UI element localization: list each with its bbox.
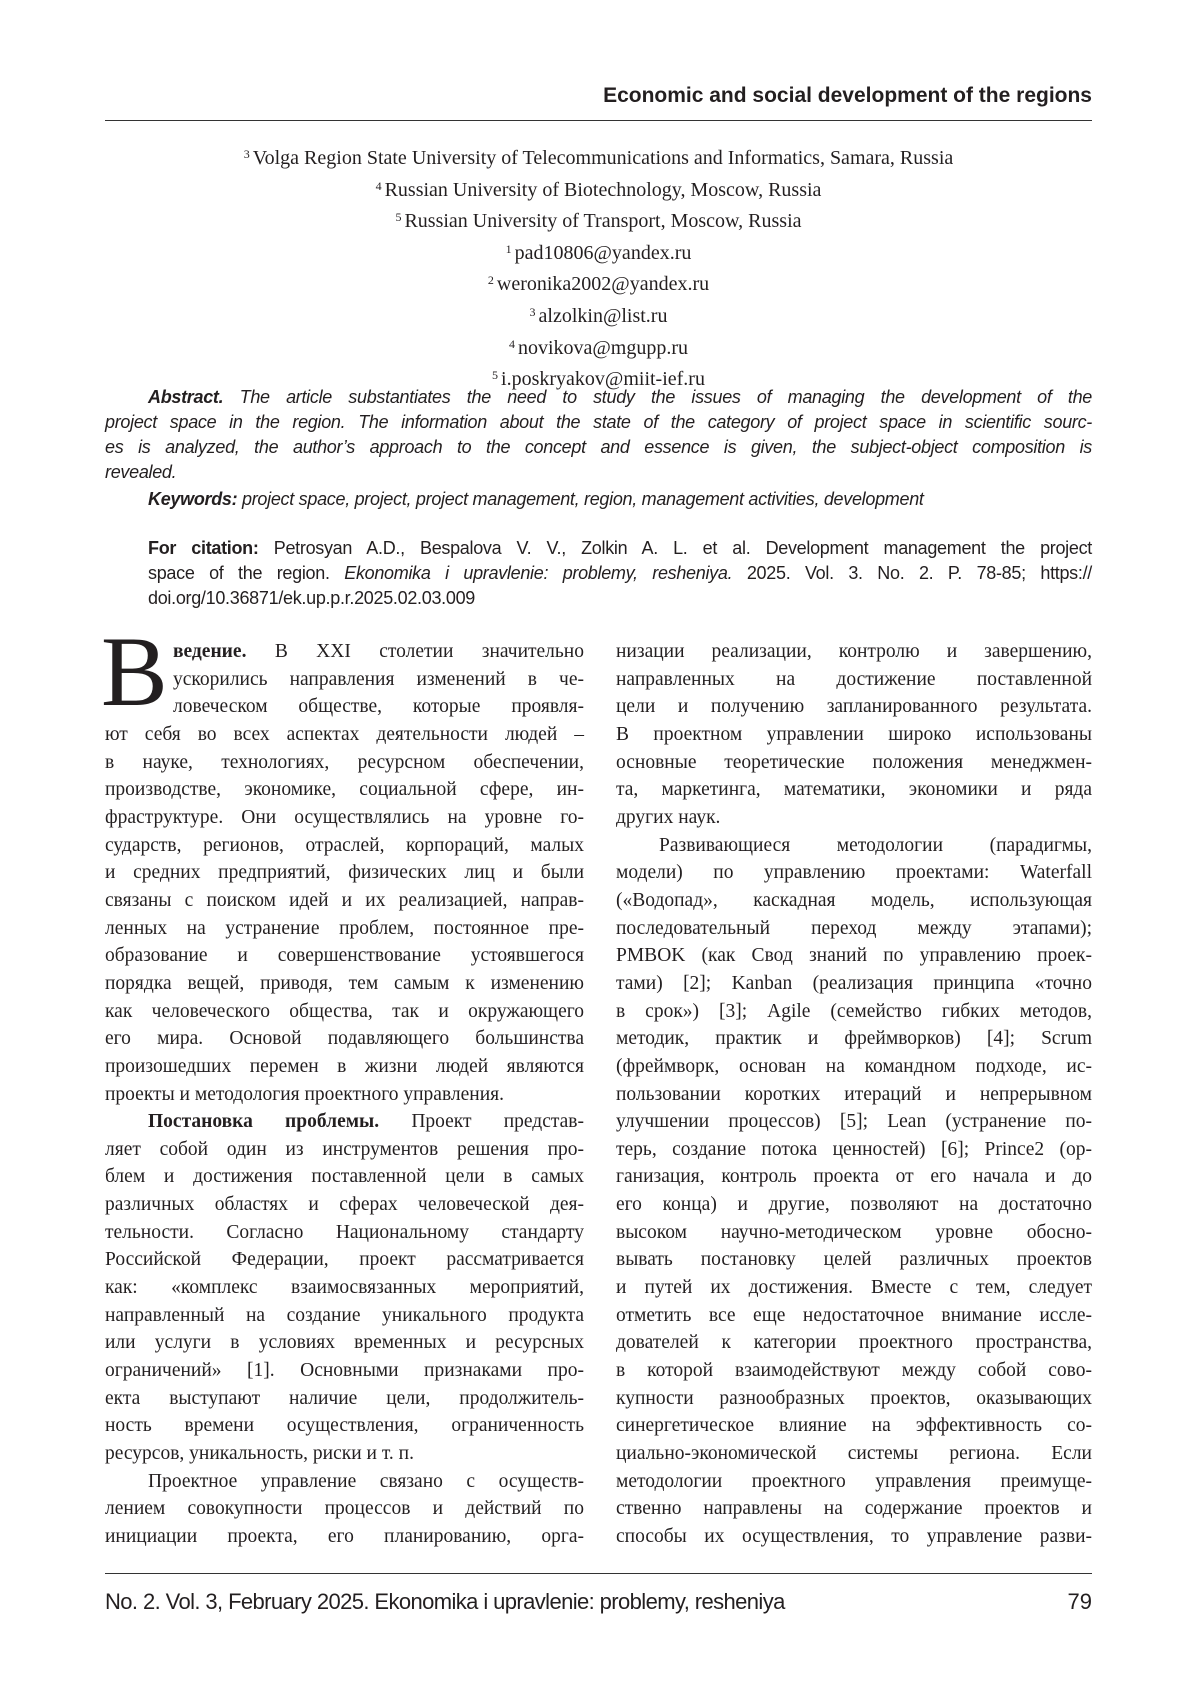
body-line: лением совокупности процессов и действий по	[105, 1495, 584, 1523]
body-line: методологии проектного управления преимуще-	[616, 1468, 1092, 1496]
body-line: высоком научно-методическом уровне обосно-	[616, 1219, 1092, 1247]
body-line: как человеческого общества, так и окружающего	[105, 998, 584, 1026]
body-line: низации реализации, контролю и завершению,	[616, 638, 1092, 666]
body-line: ускорились направления изменений в че-	[105, 666, 584, 694]
header-rule	[105, 120, 1092, 121]
body-line: основные теоретические положения менеджмен-	[616, 749, 1092, 777]
affiliation-text: Russian University of Biotechnology, Moscow, Russia	[385, 179, 822, 201]
body-line: в которой взаимодействуют между собой сово-	[616, 1357, 1092, 1385]
affiliation-number: 4	[509, 337, 515, 351]
body-line: методик, практик и фреймворков) [4]; Scrum	[616, 1025, 1092, 1053]
body-line: или услуги в условиях временных и ресурсных	[105, 1329, 584, 1357]
citation-line: space of the region. Ekonomika i upravlenie: problemy, resheniya. 2025. Vol. 3. No. 2. P. 78-85; https://	[148, 561, 1092, 586]
running-head: Economic and social development of the regions	[603, 84, 1092, 108]
citation-doi[interactable]: doi.org/10.36871/ek.up.p.r.2025.02.03.009	[148, 586, 1092, 611]
body-line: модели) по управлению проектами: Waterfall	[616, 859, 1092, 887]
abstract-line: es is analyzed, the author’s approach to the concept and essence is given, the subject-object composition is	[105, 435, 1092, 460]
body-line: блем и достижения поставленной цели в самых	[105, 1163, 584, 1191]
affiliation-text: i.poskryakov@miit-ief.ru	[501, 368, 705, 390]
affiliation-number: 5	[395, 210, 401, 224]
journal-name: Ekonomika i upravlenie: problemy, resheniya.	[344, 563, 732, 583]
affiliation-text: weronika2002@yandex.ru	[497, 273, 709, 295]
affiliation-line	[105, 331, 1092, 363]
citation	[148, 536, 1092, 611]
body-line: ность времени осуществления, ограниченность	[105, 1412, 584, 1440]
body-line: (фреймворк, основан на командном подходе, ис-	[616, 1053, 1092, 1081]
abstract-line: project space in the region. The information about the state of the category of project space in scientific sourc-	[105, 410, 1092, 435]
body-line: пользовании коротких итераций и непрерывном	[616, 1081, 1092, 1109]
body-line: ют себя во всех аспектах деятельности людей –	[105, 721, 584, 749]
body-line: дователей к категории проектного пространства,	[616, 1329, 1092, 1357]
body-line: Российской Федерации, проект рассматривается	[105, 1246, 584, 1274]
affiliation-number: 3	[244, 147, 250, 161]
body-line: сударств, регионов, отраслей, корпораций, малых	[105, 832, 584, 860]
keywords-label: Keywords:	[148, 489, 237, 509]
body-line: циально-экономической системы региона. Если	[616, 1440, 1092, 1468]
citation-line: For citation: Petrosyan A.D., Bespalova V. V., Zolkin A. L. et al. Development management the project	[148, 536, 1092, 561]
citation-label: For citation:	[148, 538, 259, 558]
body-line: ограничений» [1]. Основными признаками про-	[105, 1357, 584, 1385]
affiliation-text: alzolkin@list.ru	[539, 305, 668, 327]
body-line: Развивающиеся методологии (парадигмы,	[616, 832, 1092, 860]
affiliation-number: 5	[492, 368, 498, 382]
body-line: купности разнообразных проектов, оказывающих	[616, 1385, 1092, 1413]
affiliation-line	[105, 204, 1092, 236]
affiliation-number: 3	[530, 305, 536, 319]
body-line: фраструктуре. Они осуществлялись на уровне го-	[105, 804, 584, 832]
body-line: в науке, технологиях, ресурсном обеспечении,	[105, 749, 584, 777]
affiliation-text: novikova@mgupp.ru	[518, 337, 688, 359]
affiliation-line	[105, 299, 1092, 331]
body-line: и путей их достижения. Вместе с тем, следует	[616, 1274, 1092, 1302]
body-column-right	[616, 638, 1092, 1551]
body-column-left	[105, 638, 584, 1551]
affiliations	[105, 141, 1092, 394]
body-line: Постановка проблемы. Проект представ-	[105, 1108, 584, 1136]
body-line: последовательный переход между этапами);	[616, 915, 1092, 943]
affiliation-line	[105, 267, 1092, 299]
body-line: вывать постановку целей различных проектов	[616, 1246, 1092, 1274]
body-line: направленных на достижение поставленной	[616, 666, 1092, 694]
body-line: ловеческом обществе, которые проявля-	[105, 693, 584, 721]
affiliation-text: pad10806@yandex.ru	[515, 242, 692, 264]
body-line: других наук.	[616, 804, 1092, 832]
body-line: производстве, экономике, социальной сфере, ин-	[105, 776, 584, 804]
section-lead: Постановка проблемы.	[148, 1111, 379, 1132]
page-number: 79	[1068, 1589, 1092, 1615]
body-line: инициации проекта, его планированию, орга-	[105, 1523, 584, 1551]
body-line: как: «комплекс взаимосвязанных мероприятий,	[105, 1274, 584, 1302]
body-line: порядка вещей, приводя, тем самым к изменению	[105, 970, 584, 998]
body-line: улучшении процессов) [5]; Lean (устранение по-	[616, 1108, 1092, 1136]
body-line: отметить все еще недостаточное внимание иссле-	[616, 1302, 1092, 1330]
abstract-line: revealed.	[105, 460, 1092, 485]
body-line: тами) [2]; Kanban (реализация принципа «точно	[616, 970, 1092, 998]
body-line: произошедших перемен в жизни людей являются	[105, 1053, 584, 1081]
footer-journal-info: No. 2. Vol. 3, February 2025. Ekonomika i upravlenie: problemy, resheniya	[105, 1589, 785, 1615]
section-lead: ведение.	[173, 641, 246, 662]
abstract-line: Abstract. The article substantiates the need to study the issues of managing the development of the	[105, 385, 1092, 410]
body-line: его мира. Основой подавляющего большинства	[105, 1025, 584, 1053]
affiliation-line	[105, 236, 1092, 268]
body-line: синергетическое влияние на эффективность со-	[616, 1412, 1092, 1440]
body-line: терь, создание потока ценностей) [6]; Prince2 (ор-	[616, 1136, 1092, 1164]
body-line: ленных на устранение проблем, постоянное пре-	[105, 915, 584, 943]
body-line: ведение. В XXI столетии значительно	[105, 638, 584, 666]
affiliation-number: 4	[376, 179, 382, 193]
body-line: способы их осуществления, то управление разви-	[616, 1523, 1092, 1551]
abstract-label: Abstract.	[148, 387, 223, 407]
affiliation-text: Volga Region State University of Telecommunications and Informatics, Samara, Russia	[253, 147, 954, 169]
affiliation-line	[105, 141, 1092, 173]
affiliation-line	[105, 173, 1092, 205]
body-line: екта выступают наличие цели, продолжитель-	[105, 1385, 584, 1413]
body-line: PMBOK (как Свод знаний по управлению проек-	[616, 942, 1092, 970]
body-line: проекты и методология проектного управления.	[105, 1081, 584, 1109]
body-line: В проектном управлении широко использованы	[616, 721, 1092, 749]
body-line: та, маркетинга, математики, экономики и ряда	[616, 776, 1092, 804]
body-line: ганизация, контроль проекта от его начала и до	[616, 1163, 1092, 1191]
keywords: Keywords: project space, project, project management, region, management activities, development	[148, 487, 924, 512]
affiliation-text: Russian University of Transport, Moscow, Russia	[404, 210, 801, 232]
body-line: цели и получению запланированного результата.	[616, 693, 1092, 721]
body-line: тельности. Согласно Национальному стандарту	[105, 1219, 584, 1247]
body-line: ресурсов, уникальность, риски и т. п.	[105, 1440, 584, 1468]
affiliation-number: 2	[488, 273, 494, 287]
body-line: Проектное управление связано с осуществ-	[105, 1468, 584, 1496]
body-line: ляет собой один из инструментов решения про-	[105, 1136, 584, 1164]
body-line: в срок») [3]; Agile (семейство гибких методов,	[616, 998, 1092, 1026]
body-line: его конца) и другие, позволяют на достаточно	[616, 1191, 1092, 1219]
body-line: направленный на создание уникального продукта	[105, 1302, 584, 1330]
body-line: различных областях и сферах человеческой дея-	[105, 1191, 584, 1219]
drop-cap: В	[101, 622, 168, 722]
abstract	[105, 385, 1092, 485]
affiliation-number: 1	[506, 242, 512, 256]
body-line: ственно направлены на содержание проектов и	[616, 1495, 1092, 1523]
body-line: связаны с поиском идей и их реализацией, направ-	[105, 887, 584, 915]
body-line: («Водопад», каскадная модель, использующая	[616, 887, 1092, 915]
body-line: образование и совершенствование устоявшегося	[105, 942, 584, 970]
body-line: и средних предприятий, физических лиц и были	[105, 859, 584, 887]
footer-rule	[105, 1573, 1092, 1574]
